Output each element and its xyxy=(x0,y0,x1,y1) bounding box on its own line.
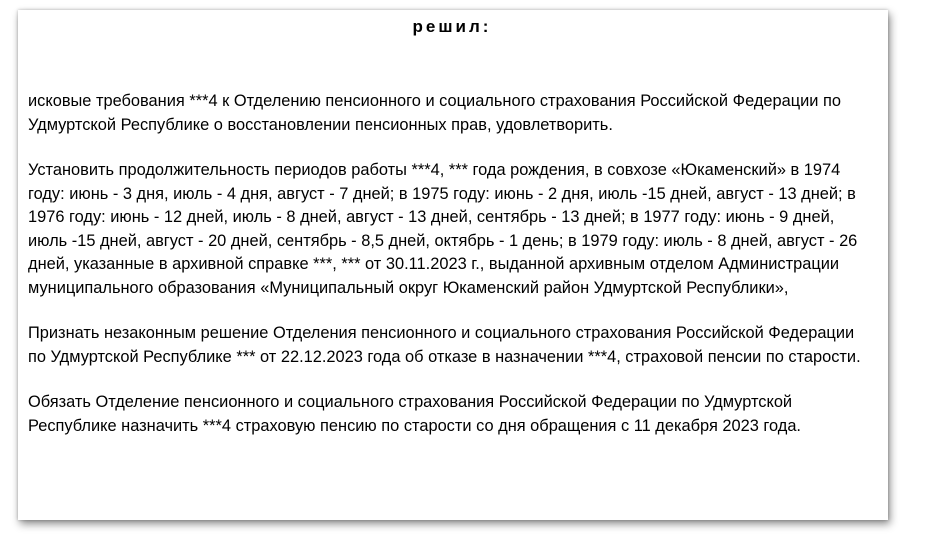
decision-heading: решил: xyxy=(412,17,492,36)
paragraph-unlawful-decision: Признать незаконным решение Отделения пенсионного и социального страхования Российской Федерации по Удмуртской Республике *** от 22.12.2023 года об отказе в назначении ***4, страховой пенсии по старости. xyxy=(28,324,861,366)
paragraph-obligation: Обязать Отделение пенсионного и социального страхования Российской Федерации по Удмуртской Республике назначить ***4 страховую пенсию по старости со дня обращения с 11 декабря 2023 года. xyxy=(28,393,801,435)
paragraph-work-periods: Установить продолжительность периодов работы ***4, *** года рождения, в совхозе «Юкаменский» в 1974 году: июнь - 3 дня, июль - 4 дня, август - 7 дней; в 1975 году: июнь - 2 дня, июль -15 дней, август - 13 дней; в 1976 году: июнь - 12 дней, июль - 8 дней, август - 13 дней, сентябрь - 13 дней; в 1977 году: июнь - 9 дней, июль -15 дней, август - 20 дней, сентябрь - 8,5 дней, октябрь - 1 день; в 1979 году: июль - 8 дней, август - 26 дней, указанные в архивной справке ***, *** от 30.11.2023 г., выданной архивным отделом Администрации муниципального образования «Муниципальный округ Юкаменский район Удмуртской Республики», xyxy=(28,161,858,297)
document-page xyxy=(18,10,888,520)
paragraph-claims: исковые требования ***4 к Отделению пенсионного и социального страхования Российской Федерации по Удмуртской Республике о восстановлении пенсионных прав, удовлетворить. xyxy=(28,92,841,134)
